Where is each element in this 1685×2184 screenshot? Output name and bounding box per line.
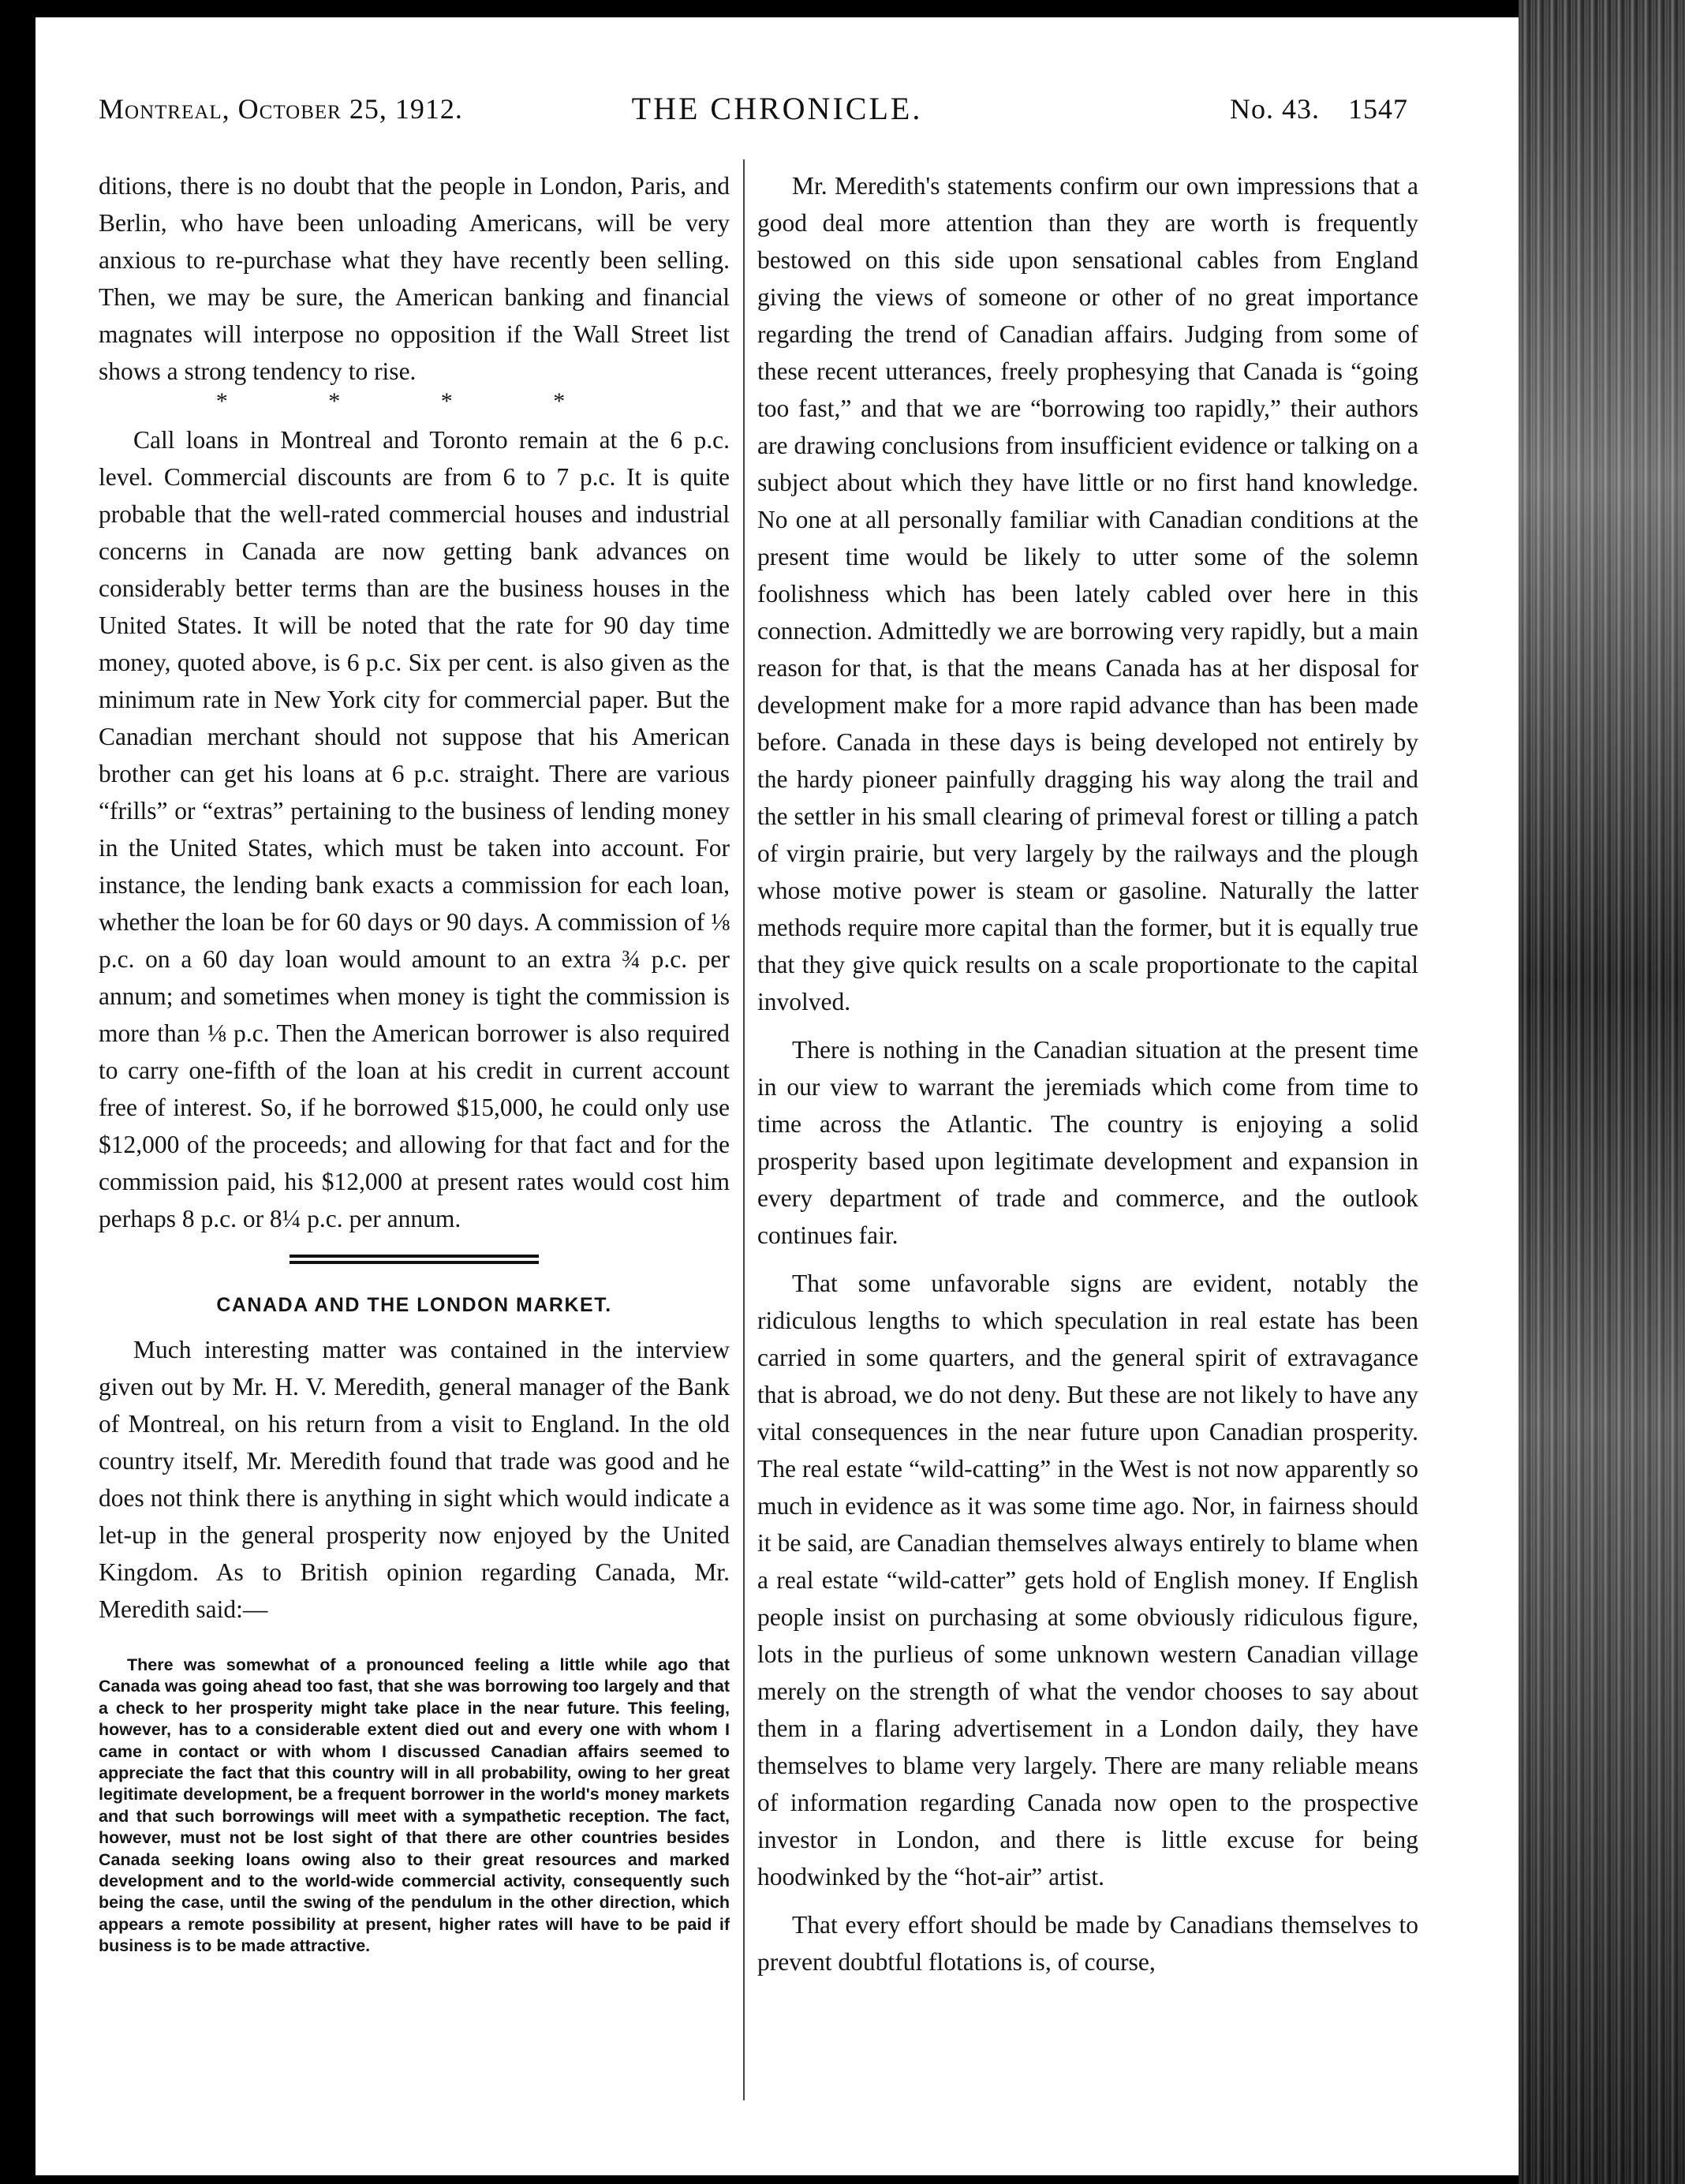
article-paragraph-2: There is nothing in the Canadian situation at the present time in our view to warrant the jeremiads which come from time to time across the Atlantic. The country is enjoying a solid prosperity based upon legitimate development and expansion in every department of trade and commerce, and the outlook continues fair. <box>757 1036 1418 1249</box>
meredith-quotation: There was somewhat of a pronounced feeling a little while ago that Canada was going ahead too fast, that she was borrowing too largely and that a check to her prosperity might take place in the near future. This feeling, however, has to a considerable extent died out and every one with whom I came in contact or with whom I discussed Canadian affairs seemed to appreciate the fact that this country will in all probability, owing to her great legitimate development, be a frequent borrower in the world's money markets and that such borrowings will meet with a sympathetic reception. The fact, however, must not be lost sight of that there are other countries besides Canada seeking loans owing also to their great resources and marked development and to the world-wide commercial activity, consequently such being the case, until the swing of the pendulum in the other direction, which appears a remote possibility at present, higher rates will have to be paid if business is to be made attractive. <box>99 1655 730 1956</box>
issue-number: No. 43. <box>1230 93 1320 125</box>
dateline: Montreal, October 25, 1912. <box>99 93 463 125</box>
left-column <box>99 167 730 1958</box>
page-reference <box>1230 92 1408 125</box>
page-number: 1547 <box>1348 93 1408 125</box>
interview-paragraph: Much interesting matter was contained in the interview given out by Mr. H. V. Meredith, general manager of the Bank of Montreal, on his return from a visit to England. In the old country itself, Mr. Meredith found that trade was good and he does not think there is anything in sight which would indicate a let-up in the general prosperity now enjoyed by the United Kingdom. As to British opinion regarding Canada, Mr. Meredith said:— <box>99 1336 730 1623</box>
column-divider <box>743 159 745 2100</box>
continuation-paragraph: ditions, there is no doubt that the people in London, Paris, and Berlin, who have been unloading Americans, will be very anxious to re-purchase what they have recently been selling. Then, we may be sure, the American banking and financial magnates will interpose no opposition if the Wall Street list shows a strong tendency to rise. <box>99 172 730 385</box>
article-paragraph-3: That some unfavorable signs are evident, notably the ridiculous lengths to which speculation in real estate has been carried in some quarters, and the general spirit of extravagance that is abroad, we do not deny. But these are not likely to have any vital consequences in the near future upon Canadian prosperity. The real estate “wild-catting” in the West is not now apparently so much in evidence as it was some time ago. Nor, in fairness should it be said, are Canadian themselves always entirely to blame when a real estate “wild-catter” gets hold of English money. If English people insist on purchasing at some obviously ridiculous figure, lots in the purlieus of some unknown western Canadian village merely on the strength of what the vendor chooses to say about them in a flaring advertisement in a London daily, they have themselves to blame very largely. There are many reliable means of information regarding Canada now open to the prospective investor in London, and there is little excuse for being hoodwinked by the “hot-air” artist. <box>757 1270 1418 1890</box>
publication-title: THE CHRONICLE. <box>631 91 923 126</box>
paragraph-separator: * * * * <box>215 388 613 414</box>
section-rule <box>290 1255 539 1264</box>
article-paragraph-1: Mr. Meredith's statements confirm our own impressions that a good deal more attention than they are worth is frequently bestowed on this side upon sensational cables from England giving the views of someone or other of no great importance regarding the trend of Canadian affairs. Judging from some of these recent utterances, freely prophesying that Canada is “going too fast,” and that we are “borrowing too rapidly,” their authors are drawing conclusions from insufficient evidence or talking on a subject about which they have little or no first hand knowledge. No one at all personally familiar with Canadian conditions at the present time would be likely to utter some of the solemn foolishness which has been lately cabled over here in this connection. Admittedly we are borrowing very rapidly, but a main reason for that, is that the means Canada has at her disposal for development make for a more rapid advance than has been made before. Canada in these days is being developed not entirely by the hardy pioneer painfully dragging his way along the trail and the settler in his small clearing of primeval forest or tilling a patch of virgin prairie, but very largely by the railways and the plough whose motive power is steam or gasoline. Naturally the latter methods require more capital than the former, but it is equally true that they give quick results on a scale proportionate to the capital involved. <box>757 172 1418 1015</box>
article-paragraph-4: That every effort should be made by Canadians themselves to prevent doubtful flotations is, of course, <box>757 1911 1418 1976</box>
right-column <box>757 167 1418 1980</box>
binding-edge <box>1519 0 1685 2184</box>
section-heading: CANADA AND THE LONDON MARKET. <box>216 1294 612 1316</box>
newspaper-page <box>35 17 1519 2175</box>
call-loans-paragraph: Call loans in Montreal and Toronto remain at the 6 p.c. level. Commercial discounts are from 6 to 7 p.c. It is quite probable that the well-rated commercial houses and industrial concerns in Canada are now getting bank advances on considerably better terms than are the business houses in the United States. It will be noted that the rate for 90 day time money, quoted above, is 6 p.c. Six per cent. is also given as the minimum rate in New York city for commercial paper. But the Canadian merchant should not suppose that his American brother can get his loans at 6 p.c. straight. There are various “frills” or “extras” pertaining to the business of lending money in the United States, which must be taken into account. For instance, the lending bank exacts a commission for each loan, whether the loan be for 60 days or 90 days. A commission of ⅛ p.c. on a 60 day loan would amount to an extra ¾ p.c. per annum; and sometimes when money is tight the commission is more than ⅛ p.c. Then the American borrower is also required to carry one-fifth of the loan at his credit in current account free of interest. So, if he borrowed $15,000, he could only use $12,000 of the proceeds; and allowing for that fact and for the commission paid, his $12,000 at present rates would cost him perhaps 8 p.c. or 8¼ p.c. per annum. <box>99 426 730 1232</box>
